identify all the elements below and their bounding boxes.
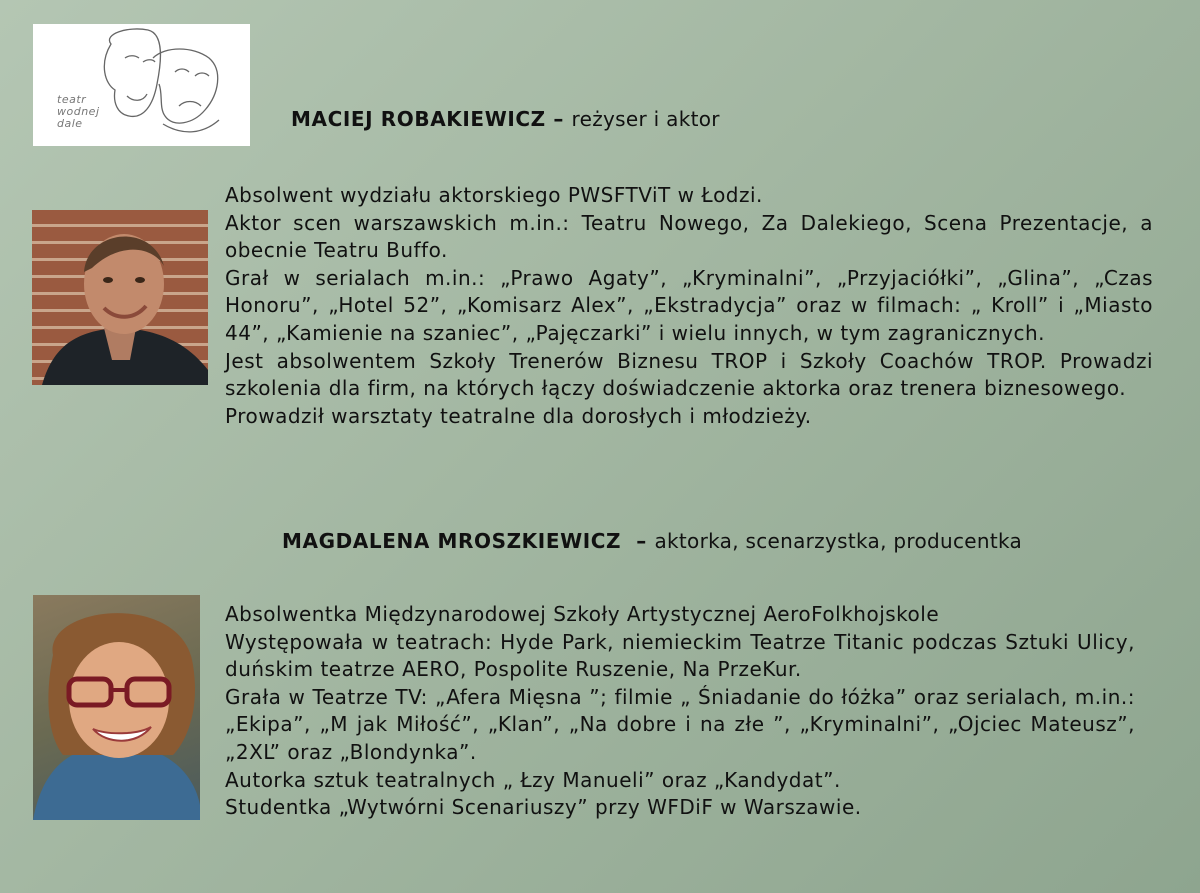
- person2-separator: –: [621, 529, 655, 553]
- person1-photo: [32, 210, 208, 385]
- person2-bio: [225, 601, 1135, 822]
- person2-photo: [33, 595, 200, 820]
- logo-wordmark: teatr wodnej dale: [57, 93, 100, 130]
- person1-bio-paragraph: Grał w serialach m.in.: „Prawo Agaty”, „Kryminalni”, „Przyjaciółki”, „Glina”, „Czas Honoru”, „Hotel 52”, „Komisarz Alex”, „Ekstradycja” oraz w filmach: „ Kroll” i „Miasto 44”, „Kamienie na szaniec”, „Pajęczarki” i wielu innych, w tym zagranicznych.: [225, 265, 1153, 345]
- person2-bio-paragraph: Występowała w teatrach: Hyde Park, niemieckim Teatrze Titanic podczas Sztuki Ulicy, duńskim teatrze AERO, Pospolite Ruszenie, Na PrzeKur.: [225, 629, 1135, 682]
- person2-role: aktorka, scenarzystka, producentka: [654, 529, 1023, 553]
- person1-separator: –: [545, 107, 572, 131]
- person1-heading: [291, 107, 720, 131]
- person2-bio-paragraph: Absolwentka Międzynarodowej Szkoły Artystycznej AeroFolkhojskole: [225, 602, 940, 626]
- person2-heading: [282, 529, 1022, 553]
- person2-bio-paragraph: Studentka „Wytwórni Scenariuszy” przy WFDiF w Warszawie.: [225, 795, 862, 820]
- person1-bio: [225, 182, 1153, 430]
- person1-bio-paragraph: Jest absolwentem Szkoły Trenerów Biznesu TROP i Szkoły Coachów TROP. Prowadzi szkolenia dla firm, na których łączy doświadczenie aktorka oraz trenera biznesowego.: [225, 348, 1153, 401]
- theatre-logo: [33, 24, 250, 146]
- person1-bio-paragraph: Prowadził warsztaty teatralne dla dorosłych i młodzieży.: [225, 403, 812, 428]
- person2-bio-paragraph: Autorka sztuk teatralnych „ Łzy Manueli” oraz „Kandydat”.: [225, 767, 841, 792]
- person2-name: MAGDALENA MROSZKIEWICZ: [282, 529, 622, 553]
- person1-bio-paragraph: Absolwent wydziału aktorskiego PWSFTViT w Łodzi.: [225, 183, 763, 207]
- person1-name: MACIEJ ROBAKIEWICZ: [291, 107, 546, 131]
- person1-role: reżyser i aktor: [571, 107, 720, 131]
- person1-bio-paragraph: Aktor scen warszawskich m.in.: Teatru Nowego, Za Dalekiego, Scena Prezentacje, a obecnie Teatru Buffo.: [225, 210, 1153, 263]
- person2-bio-paragraph: Grała w Teatrze TV: „Afera Mięsna ”; filmie „ Śniadanie do łóżka” oraz serialach, m.in.: „Ekipa”, „M jak Miłość”, „Klan”, „Na dobre i na złe ”, „Kryminalni”, „Ojciec Mateusz”, „2XL” oraz „Blondynka”.: [225, 684, 1135, 764]
